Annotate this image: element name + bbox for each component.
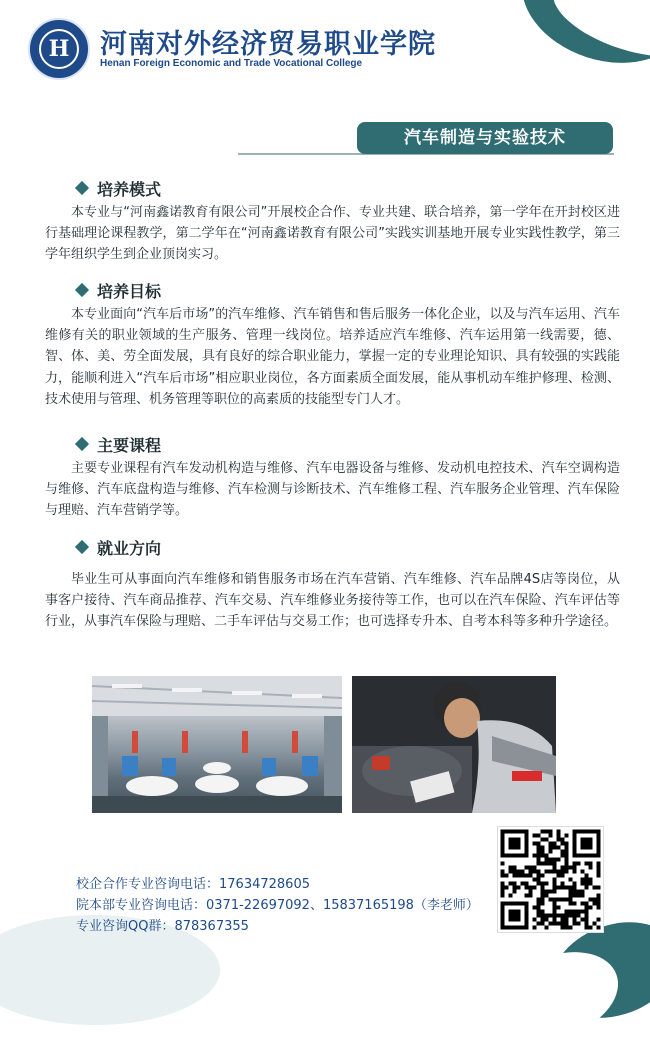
qr-module xyxy=(533,886,537,890)
diamond-bullet-icon xyxy=(75,437,89,451)
qr-module xyxy=(565,858,569,862)
qr-module xyxy=(549,842,553,846)
technician-photo-illustration xyxy=(352,676,556,813)
qr-module xyxy=(585,902,589,906)
qr-module xyxy=(553,922,557,926)
qr-module xyxy=(537,850,541,854)
qr-module xyxy=(593,922,597,926)
qr-module xyxy=(581,918,585,922)
qr-module xyxy=(561,882,565,886)
college-name-en: Henan Foreign Economic and Trade Vocational College xyxy=(100,58,363,69)
qr-module xyxy=(513,890,517,894)
qr-module xyxy=(561,914,565,918)
qr-module xyxy=(509,894,513,898)
section-body: 本专业与“河南鑫诺教育有限公司”开展校企合作、专业共建、联合培养，第一学年在开封校区进行基础理论课程教学，第二学年在“河南鑫诺教育有限公司”实践实训基地开展专业实践性教学，第三学年组织学生到企业顶岗实习。 xyxy=(45,205,620,263)
qr-finder-pattern xyxy=(509,910,521,922)
qr-module xyxy=(553,842,557,846)
qr-module xyxy=(565,862,569,866)
qr-module xyxy=(565,834,569,838)
qr-module xyxy=(573,910,577,914)
section-training-goal xyxy=(45,278,620,410)
workshop-photo xyxy=(92,676,342,813)
qr-module xyxy=(565,922,569,926)
college-logo xyxy=(28,18,90,80)
qr-module xyxy=(541,886,545,890)
qr-module xyxy=(573,894,577,898)
qr-code-pattern xyxy=(498,827,603,932)
qr-module xyxy=(593,898,597,902)
qr-module xyxy=(597,926,601,930)
college-name-cn: 河南对外经济贸易职业学院 xyxy=(100,29,436,60)
qr-module xyxy=(513,870,517,874)
qr-module xyxy=(573,882,577,886)
qr-module xyxy=(589,906,593,910)
qr-module xyxy=(597,874,601,878)
qr-module xyxy=(501,894,505,898)
qr-module xyxy=(529,890,533,894)
qr-module xyxy=(537,922,541,926)
qr-module xyxy=(541,854,545,858)
section-title: 培养目标 xyxy=(97,281,162,301)
contact-line-campus: 院本部专业咨询电话：0371-22697092、15837165198（李老师） xyxy=(76,898,479,913)
qr-module xyxy=(557,846,561,850)
logo-letter: H xyxy=(48,36,70,62)
qr-module xyxy=(545,854,549,858)
qr-module xyxy=(569,902,573,906)
qr-module xyxy=(569,926,573,930)
qr-module xyxy=(545,870,549,874)
qr-module xyxy=(529,870,533,874)
qr-module xyxy=(525,882,529,886)
qr-module xyxy=(537,858,541,862)
section-title: 培养模式 xyxy=(97,179,162,199)
contact-line-enterprise: 校企合作专业咨询电话：17634728605 xyxy=(76,877,310,892)
qr-module xyxy=(573,890,577,894)
qr-module xyxy=(545,858,549,862)
logo-ring xyxy=(39,29,79,69)
qr-module xyxy=(509,870,513,874)
qr-module xyxy=(581,890,585,894)
technician-photo xyxy=(352,676,556,813)
qr-module xyxy=(597,898,601,902)
qr-module xyxy=(513,874,517,878)
qr-module xyxy=(569,878,573,882)
section-career-direction xyxy=(45,535,620,633)
qr-module xyxy=(537,854,541,858)
qr-module xyxy=(549,834,553,838)
qr-module xyxy=(533,866,537,870)
qr-module xyxy=(573,862,577,866)
qr-module xyxy=(533,842,537,846)
qr-module xyxy=(549,830,553,834)
qr-module xyxy=(585,874,589,878)
qr-module xyxy=(565,846,569,850)
qr-module xyxy=(545,838,549,842)
qr-module xyxy=(541,918,545,922)
section-body: 毕业生可从事面向汽车维修和销售服务市场在汽车营销、汽车维修、汽车品牌4S店等岗位，从事客户接待、汽车商品推荐、汽车交易、汽车维修业务接待等工作，也可以在汽车保险、汽车评估等行业，从事汽车保险与理赔、二手车评估与交易工作；也可选择专升本、自考本科等多种升学途径。 xyxy=(45,572,620,630)
qr-module xyxy=(501,862,505,866)
qr-module xyxy=(517,886,521,890)
qr-module xyxy=(541,862,545,866)
qr-module xyxy=(565,910,569,914)
qr-module xyxy=(577,922,581,926)
qr-module xyxy=(589,862,593,866)
qr-module xyxy=(521,870,525,874)
qr-module xyxy=(561,854,565,858)
qr-module xyxy=(521,882,525,886)
qr-module xyxy=(541,890,545,894)
qr-module xyxy=(565,918,569,922)
qr-module xyxy=(581,910,585,914)
qr-module xyxy=(533,918,537,922)
qr-module xyxy=(537,862,541,866)
workshop-photo-illustration xyxy=(92,676,342,813)
qr-module xyxy=(581,894,585,898)
qr-module xyxy=(561,850,565,854)
qr-module xyxy=(549,922,553,926)
qr-module xyxy=(565,914,569,918)
qr-module xyxy=(529,866,533,870)
qr-module xyxy=(573,902,577,906)
qr-module xyxy=(533,834,537,838)
qr-module xyxy=(553,886,557,890)
section-training-mode xyxy=(45,176,620,266)
qr-module xyxy=(501,874,505,878)
qr-module xyxy=(593,902,597,906)
qr-module xyxy=(525,886,529,890)
qr-module xyxy=(525,894,529,898)
qr-module xyxy=(573,914,577,918)
qr-module xyxy=(537,878,541,882)
section-header xyxy=(45,432,620,456)
qr-module xyxy=(597,918,601,922)
qr-module xyxy=(521,874,525,878)
qr-module xyxy=(529,894,533,898)
qr-module xyxy=(585,910,589,914)
section-body: 主要专业课程有汽车发动机构造与维修、汽车电器设备与维修、发动机电控技术、汽车空调构造与维修、汽车底盘构造与维修、汽车检测与诊断技术、汽车维修工程、汽车服务企业管理、汽车保险与理赔、汽车营销学等。 xyxy=(45,461,620,519)
qr-module xyxy=(541,902,545,906)
contact-line-qq-group: 专业咨询QQ群：878367355 xyxy=(76,919,249,934)
section-title: 主要课程 xyxy=(97,435,162,455)
qr-module xyxy=(553,910,557,914)
qr-module xyxy=(533,854,537,858)
page-title: 汽车制造与实验技术 xyxy=(357,122,613,154)
qr-module xyxy=(589,926,593,930)
qr-module xyxy=(565,926,569,930)
qr-module xyxy=(545,926,549,930)
qr-module xyxy=(589,882,593,886)
qr-module xyxy=(561,918,565,922)
qr-module xyxy=(517,870,521,874)
qr-module xyxy=(597,894,601,898)
qr-module xyxy=(541,894,545,898)
qr-module xyxy=(557,858,561,862)
qr-module xyxy=(565,898,569,902)
qr-module xyxy=(541,838,545,842)
qr-module xyxy=(585,918,589,922)
qr-module xyxy=(597,906,601,910)
qr-module xyxy=(577,890,581,894)
qr-module xyxy=(553,846,557,850)
qr-module xyxy=(533,870,537,874)
qr-module xyxy=(585,882,589,886)
qr-module xyxy=(545,914,549,918)
qr-module xyxy=(577,894,581,898)
qr-module xyxy=(545,894,549,898)
qr-module xyxy=(541,874,545,878)
qr-module xyxy=(553,870,557,874)
qr-module xyxy=(585,922,589,926)
qr-module xyxy=(561,866,565,870)
qr-module xyxy=(525,866,529,870)
qr-module xyxy=(565,866,569,870)
qr-module xyxy=(537,914,541,918)
qr-module xyxy=(581,878,585,882)
qr-module xyxy=(573,870,577,874)
qr-module xyxy=(577,910,581,914)
qr-module xyxy=(513,882,517,886)
qr-module xyxy=(541,914,545,918)
qr-module xyxy=(501,890,505,894)
qr-module xyxy=(573,922,577,926)
qr-module xyxy=(537,902,541,906)
qr-module xyxy=(589,898,593,902)
qr-module xyxy=(553,906,557,910)
qr-module xyxy=(553,866,557,870)
diamond-bullet-icon xyxy=(75,540,89,554)
qr-module xyxy=(561,922,565,926)
qr-module xyxy=(553,902,557,906)
section-header xyxy=(45,278,620,302)
qr-module xyxy=(557,834,561,838)
qr-module xyxy=(557,870,561,874)
qr-module xyxy=(513,866,517,870)
qr-module xyxy=(549,862,553,866)
qr-module xyxy=(585,926,589,930)
qr-module xyxy=(537,898,541,902)
qr-module xyxy=(529,874,533,878)
qr-module xyxy=(573,866,577,870)
qr-module xyxy=(597,866,601,870)
qr-module xyxy=(525,874,529,878)
qr-module xyxy=(557,886,561,890)
qr-module xyxy=(585,906,589,910)
qr-module xyxy=(561,870,565,874)
qr-module xyxy=(537,870,541,874)
qr-module xyxy=(585,862,589,866)
qr-module xyxy=(545,918,549,922)
qr-module xyxy=(537,834,541,838)
qr-module xyxy=(549,914,553,918)
qr-module xyxy=(537,910,541,914)
qr-module xyxy=(501,870,505,874)
qr-module xyxy=(545,862,549,866)
qr-module xyxy=(549,858,553,862)
qr-module xyxy=(509,882,513,886)
qr-module xyxy=(549,890,553,894)
diamond-bullet-icon xyxy=(75,181,89,195)
qr-module xyxy=(597,886,601,890)
qr-module xyxy=(509,866,513,870)
qr-module xyxy=(585,886,589,890)
qr-module xyxy=(565,886,569,890)
qr-module xyxy=(597,862,601,866)
qr-module xyxy=(537,906,541,910)
qr-module xyxy=(593,886,597,890)
qr-module xyxy=(553,882,557,886)
qr-module xyxy=(589,866,593,870)
qr-module xyxy=(549,870,553,874)
qr-module xyxy=(553,878,557,882)
qr-module xyxy=(569,894,573,898)
qr-module xyxy=(569,898,573,902)
qr-module xyxy=(565,870,569,874)
qr-module xyxy=(545,890,549,894)
qr-module xyxy=(529,886,533,890)
qr-module xyxy=(517,874,521,878)
qr-module xyxy=(557,898,561,902)
qr-module xyxy=(541,922,545,926)
diamond-bullet-icon xyxy=(75,283,89,297)
qr-module xyxy=(561,886,565,890)
qr-module xyxy=(553,890,557,894)
qr-module xyxy=(549,898,553,902)
qr-code xyxy=(497,826,604,933)
qr-finder-pattern xyxy=(509,838,521,850)
qr-module xyxy=(561,874,565,878)
qr-module xyxy=(553,858,557,862)
qr-module xyxy=(553,918,557,922)
qr-module xyxy=(541,898,545,902)
qr-module xyxy=(501,882,505,886)
qr-module xyxy=(589,878,593,882)
section-body: 本专业面向“汽车后市场”的汽车维修、汽车销售和售后服务一体化企业，以及与汽车运用、汽车维修有关的职业领域的生产服务、管理一线岗位。培养适应汽车维修、汽车运用第一线需要，德、智、体、美、劳全面发展，具有良好的综合职业能力，掌握一定的专业理论知识、具有较强的实践能力，能顺利进入“汽车后市场”相应职业岗位，各方面素质全面发展，能从事机动车维护修理、检测、技术使用与管理、机务管理等职位的高素质的技能型专门人才。 xyxy=(45,307,620,407)
qr-module xyxy=(541,882,545,886)
qr-module xyxy=(577,862,581,866)
qr-module xyxy=(537,842,541,846)
college-header xyxy=(28,18,436,82)
qr-module xyxy=(533,906,537,910)
qr-module xyxy=(573,918,577,922)
qr-module xyxy=(561,926,565,930)
qr-module xyxy=(565,850,569,854)
qr-module xyxy=(541,910,545,914)
qr-module xyxy=(577,914,581,918)
section-main-courses xyxy=(45,432,620,522)
qr-module xyxy=(549,850,553,854)
qr-module xyxy=(585,878,589,882)
qr-module xyxy=(565,854,569,858)
qr-module xyxy=(541,830,545,834)
qr-module xyxy=(553,914,557,918)
qr-module xyxy=(573,886,577,890)
qr-module xyxy=(537,846,541,850)
qr-module xyxy=(597,870,601,874)
qr-module xyxy=(513,886,517,890)
qr-module xyxy=(581,902,585,906)
qr-module xyxy=(541,846,545,850)
qr-module xyxy=(533,926,537,930)
qr-module xyxy=(569,890,573,894)
qr-module xyxy=(501,886,505,890)
qr-module xyxy=(541,850,545,854)
qr-module xyxy=(533,878,537,882)
qr-module xyxy=(561,838,565,842)
qr-module xyxy=(545,830,549,834)
qr-module xyxy=(505,886,509,890)
qr-module xyxy=(569,886,573,890)
qr-module xyxy=(597,902,601,906)
section-title: 就业方向 xyxy=(97,538,162,558)
qr-module xyxy=(585,914,589,918)
qr-finder-pattern xyxy=(581,838,593,850)
qr-module xyxy=(557,830,561,834)
qr-module xyxy=(557,838,561,842)
qr-module xyxy=(581,870,585,874)
qr-module xyxy=(553,898,557,902)
qr-module xyxy=(545,882,549,886)
qr-module xyxy=(557,906,561,910)
qr-module xyxy=(537,874,541,878)
qr-module xyxy=(565,842,569,846)
qr-module xyxy=(549,846,553,850)
qr-module xyxy=(557,914,561,918)
qr-module xyxy=(505,874,509,878)
qr-module xyxy=(569,866,573,870)
section-header xyxy=(45,535,620,559)
section-header xyxy=(45,176,620,200)
qr-module xyxy=(557,922,561,926)
qr-module xyxy=(553,862,557,866)
qr-module xyxy=(569,910,573,914)
qr-module xyxy=(537,882,541,886)
qr-module xyxy=(569,914,573,918)
qr-module xyxy=(561,842,565,846)
qr-module xyxy=(557,874,561,878)
qr-module xyxy=(561,898,565,902)
qr-module xyxy=(581,882,585,886)
